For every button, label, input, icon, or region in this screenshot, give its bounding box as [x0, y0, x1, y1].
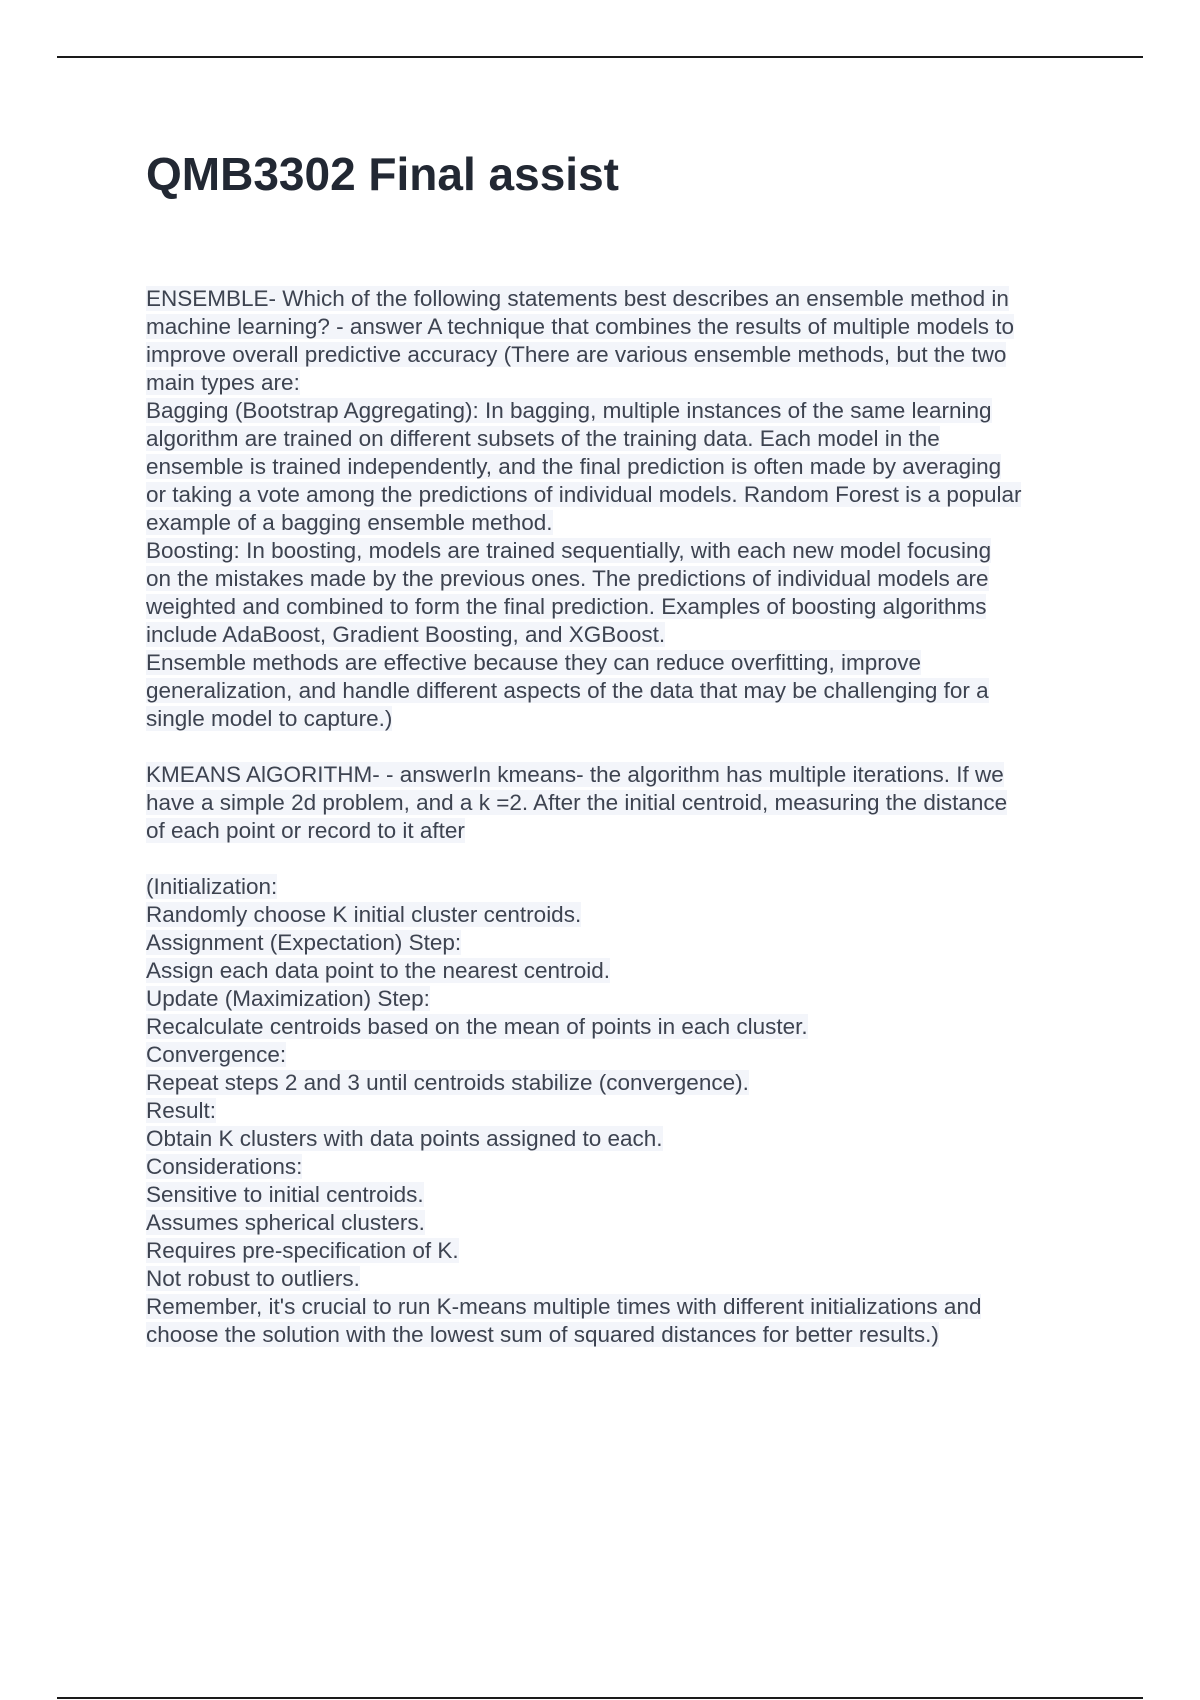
text-line: main types are:: [146, 370, 300, 395]
kmeans-steps-block: [146, 873, 1096, 1349]
text-line: Recalculate centroids based on the mean of points in each cluster.: [146, 1014, 808, 1039]
text-line: Considerations:: [146, 1154, 303, 1179]
top-rule: [57, 56, 1143, 58]
text-line: KMEANS AlGORITHM- - answerIn kmeans- the algorithm has multiple iterations. If we: [146, 762, 1004, 787]
text-line: Sensitive to initial centroids.: [146, 1182, 424, 1207]
text-line: of each point or record to it after: [146, 818, 465, 843]
text-line: Obtain K clusters with data points assigned to each.: [146, 1126, 663, 1151]
text-line: example of a bagging ensemble method.: [146, 510, 553, 535]
document-body: [146, 285, 1096, 1349]
text-line: choose the solution with the lowest sum of squared distances for better results.): [146, 1322, 939, 1347]
text-line: Result:: [146, 1098, 217, 1123]
text-line: generalization, and handle different aspects of the data that may be challenging for a: [146, 678, 989, 703]
text-line: Bagging (Bootstrap Aggregating): In bagging, multiple instances of the same learning: [146, 398, 992, 423]
text-line: ENSEMBLE- Which of the following statements best describes an ensemble method in: [146, 286, 1009, 311]
text-line: include AdaBoost, Gradient Boosting, and XGBoost.: [146, 622, 666, 647]
document-title: QMB3302 Final assist: [146, 148, 619, 200]
text-line: Not robust to outliers.: [146, 1266, 360, 1291]
text-line: Update (Maximization) Step:: [146, 986, 430, 1011]
text-line: Boosting: In boosting, models are trained sequentially, with each new model focusing: [146, 538, 992, 563]
paragraph-gap: [146, 733, 1096, 761]
text-line: Assignment (Expectation) Step:: [146, 930, 462, 955]
text-line: or taking a vote among the predictions of individual models. Random Forest is a popular: [146, 482, 1022, 507]
text-line: Ensemble methods are effective because they can reduce overfitting, improve: [146, 650, 922, 675]
kmeans-question-block: [146, 761, 1096, 845]
text-line: ensemble is trained independently, and the final prediction is often made by averaging: [146, 454, 1002, 479]
text-line: single model to capture.): [146, 706, 393, 731]
text-line: weighted and combined to form the final prediction. Examples of boosting algorithms: [146, 594, 987, 619]
text-line: algorithm are trained on different subsets of the training data. Each model in the: [146, 426, 940, 451]
text-line: Assign each data point to the nearest centroid.: [146, 958, 611, 983]
text-line: Requires pre-specification of K.: [146, 1238, 459, 1263]
text-line: improve overall predictive accuracy (There are various ensemble methods, but the two: [146, 342, 1007, 367]
text-line: on the mistakes made by the previous ones. The predictions of individual models are: [146, 566, 989, 591]
paragraph-gap: [146, 845, 1096, 873]
text-line: machine learning? - answer A technique that combines the results of multiple models to: [146, 314, 1014, 339]
ensemble-answer-block: [146, 285, 1096, 733]
text-line: (Initialization:: [146, 874, 278, 899]
text-line: Remember, it's crucial to run K-means multiple times with different initializations and: [146, 1294, 982, 1319]
text-line: Convergence:: [146, 1042, 287, 1067]
bottom-rule: [57, 1697, 1143, 1699]
text-line: Randomly choose K initial cluster centroids.: [146, 902, 582, 927]
text-line: Assumes spherical clusters.: [146, 1210, 425, 1235]
text-line: have a simple 2d problem, and a k =2. After the initial centroid, measuring the distance: [146, 790, 1008, 815]
text-line: Repeat steps 2 and 3 until centroids stabilize (convergence).: [146, 1070, 749, 1095]
